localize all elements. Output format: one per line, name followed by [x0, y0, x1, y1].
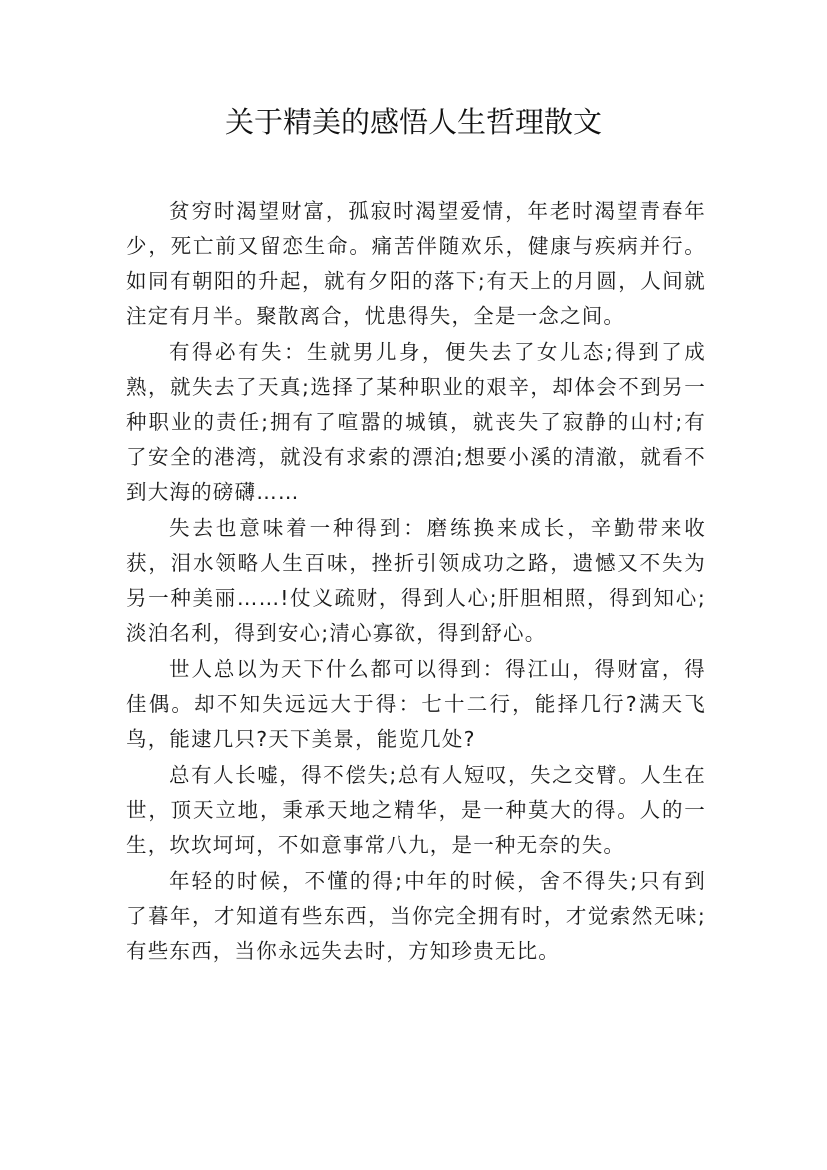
article-body: [126, 194, 706, 970]
paragraph: 贫穷时渴望财富，孤寂时渴望爱情，年老时渴望青春年少，死亡前又留恋生命。痛苦伴随欢乐，健康与疾病并行。如同有朝阳的升起，就有夕阳的落下;有天上的月圆，人间就注定有月半。聚散离合，忧患得失，全是一念之间。: [126, 199, 706, 328]
paragraph: 总有人长嘘，得不偿失;总有人短叹，失之交臂。人生在世，顶天立地，秉承天地之精华，是一种莫大的得。人的一生，坎坎坷坷，不如意事常八九，是一种无奈的失。: [126, 763, 706, 857]
paragraph: 世人总以为天下什么都可以得到：得江山，得财富，得佳偶。却不知失远远大于得：七十二行，能择几行?满天飞鸟，能逮几只?天下美景，能览几处?: [126, 657, 706, 751]
paragraph: 失去也意味着一种得到：磨练换来成长，辛勤带来收获，泪水领略人生百味，挫折引领成功之路，遗憾又不失为另一种美丽……!仗义疏财，得到人心;肝胆相照，得到知心;淡泊名利，得到安心;清心寡欲，得到舒心。: [126, 516, 706, 645]
paragraph: 有得必有失：生就男儿身，便失去了女儿态;得到了成熟，就失去了天真;选择了某种职业的艰辛，却体会不到另一种职业的责任;拥有了喧嚣的城镇，就丧失了寂静的山村;有了安全的港湾，就没有求索的漂泊;想要小溪的清澈，就看不到大海的磅礴……: [126, 340, 706, 504]
page-title: 关于精美的感悟人生哲理散文: [224, 105, 602, 139]
paragraph: 年轻的时候，不懂的得;中年的时候，舍不得失;只有到了暮年，才知道有些东西，当你完全拥有时，才觉索然无味;有些东西，当你永远失去时，方知珍贵无比。: [126, 869, 706, 963]
